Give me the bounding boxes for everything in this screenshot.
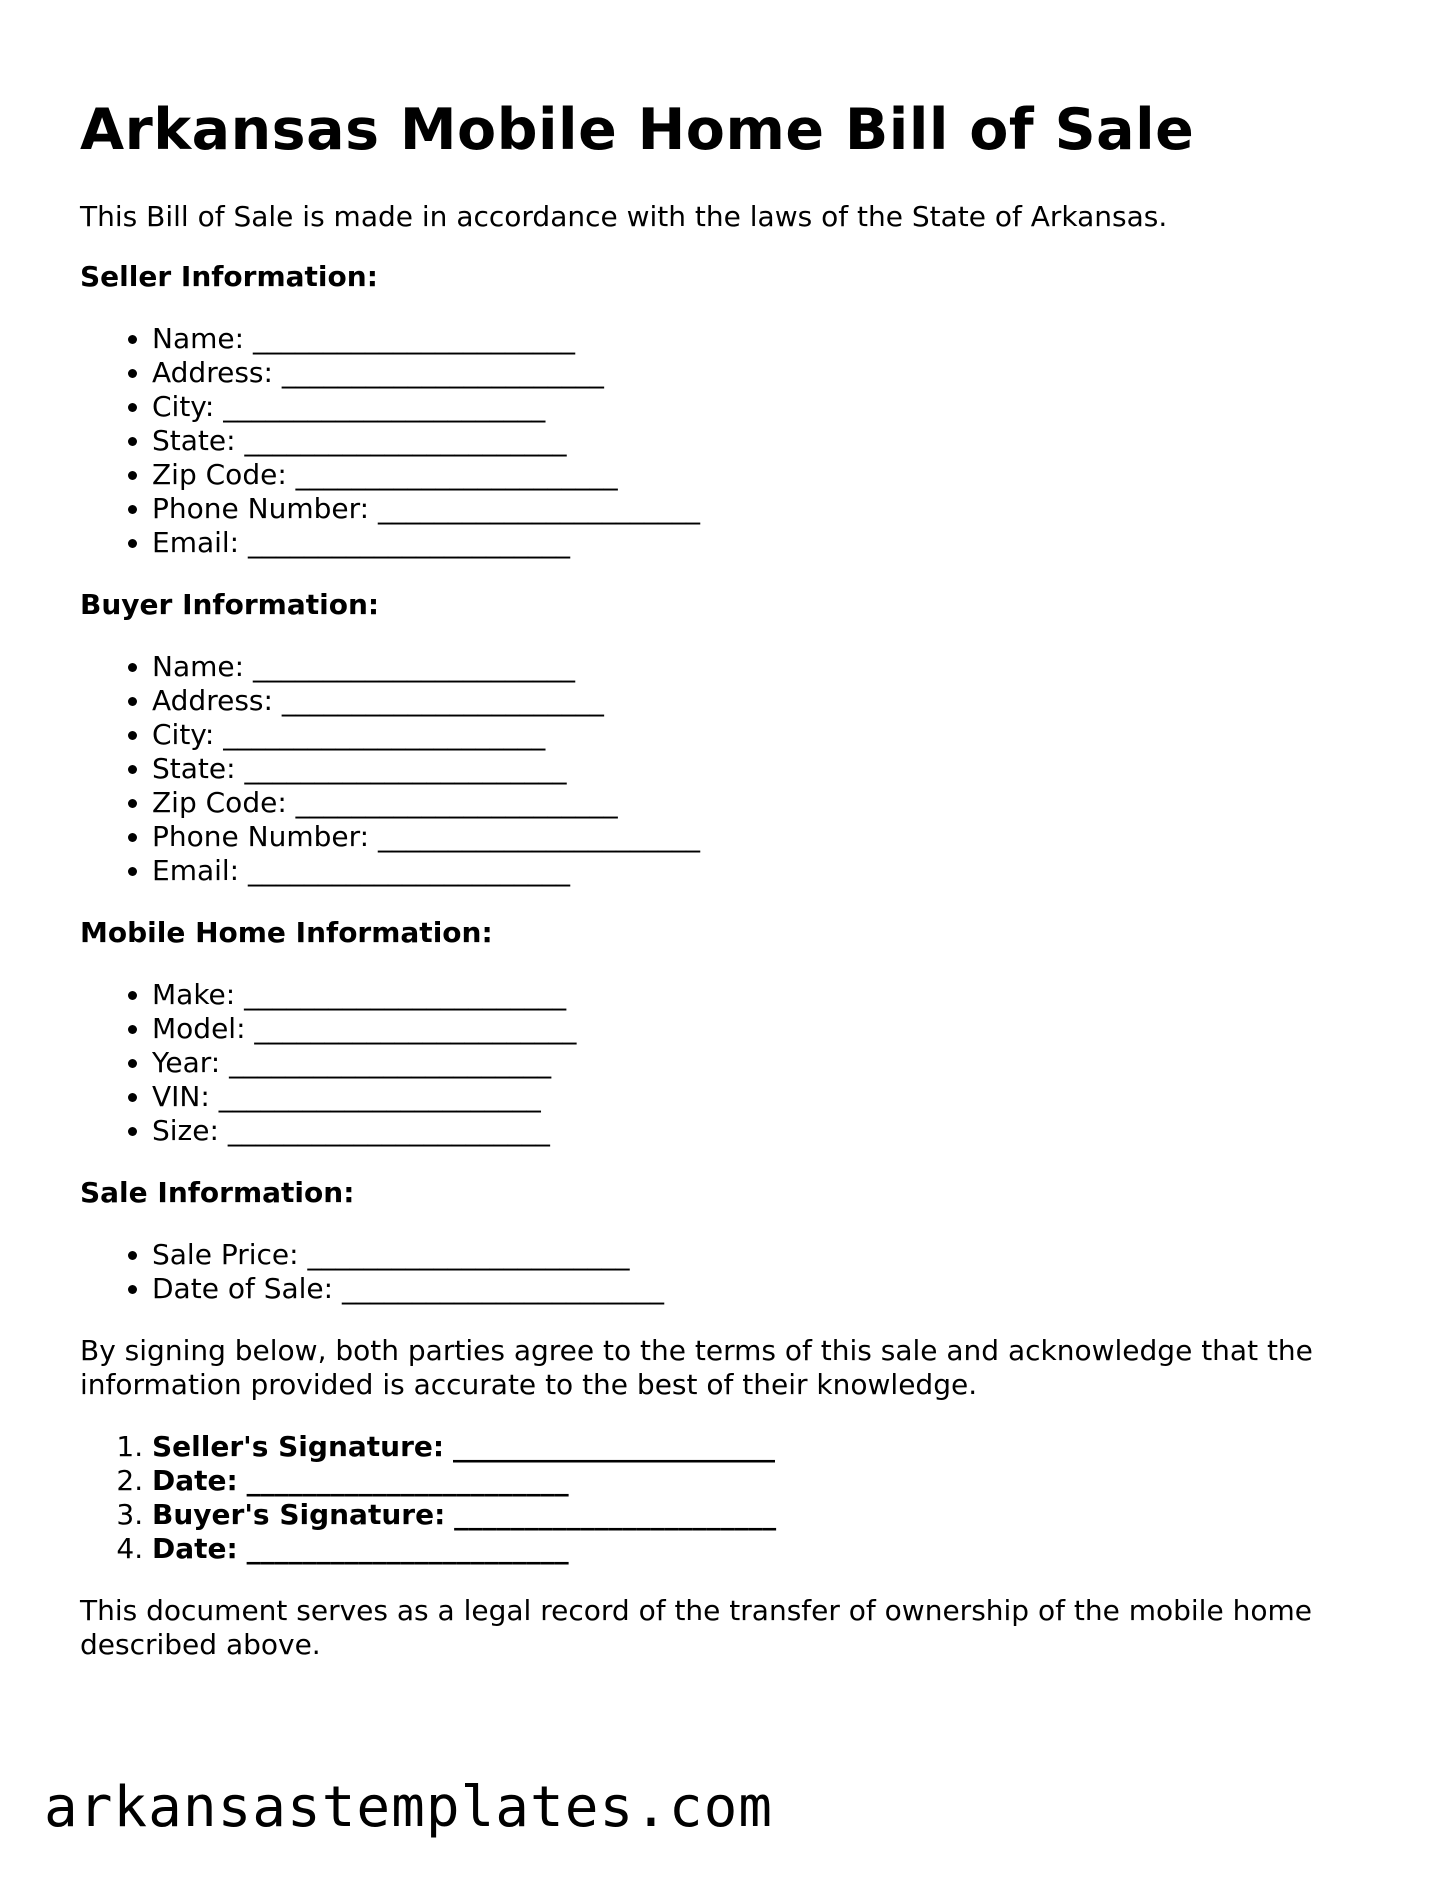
website-watermark: arkansastemplates.com [44,1775,774,1840]
intro-text: This Bill of Sale is made in accordance with the laws of the State of Arkansas. [80,200,1168,234]
field-label: Zip Code: [152,458,287,492]
field-label: Email: [152,526,240,560]
field-label: VIN: [152,1080,210,1114]
list-item [152,390,1380,424]
fill-blank[interactable]: _______________________ [254,1012,577,1046]
signature-blank[interactable]: _______________________ [454,1498,777,1532]
fill-blank[interactable]: _______________________ [248,854,571,888]
field-label: Date of Sale: [152,1272,334,1306]
list-item [152,978,1380,1012]
list-item [152,786,1380,820]
field-label: City: [152,718,215,752]
closing-text: This document serves as a legal record of the transfer of ownership of the mobile home described above. [80,1594,1312,1662]
field-label: Email: [152,854,240,888]
fill-blank[interactable]: _______________________ [377,492,700,526]
page-title: Arkansas Mobile Home Bill of Sale [80,97,1195,163]
list-item [152,424,1380,458]
field-label: Size: [152,1114,219,1148]
signature-item [152,1532,1380,1566]
field-label: State: [152,752,236,786]
fill-blank[interactable]: _______________________ [229,1046,552,1080]
document-page [80,96,1380,1662]
field-label: State: [152,424,236,458]
field-label: Zip Code: [152,786,287,820]
fill-blank[interactable]: _______________________ [295,786,618,820]
list-item [152,684,1380,718]
list-item [152,1080,1380,1114]
list-item [152,1114,1380,1148]
fill-blank[interactable]: _______________________ [307,1238,630,1272]
signature-list [80,1430,1380,1566]
list-item [152,752,1380,786]
field-label: Model: [152,1012,246,1046]
signature-label: Seller's Signature: [152,1430,445,1464]
signature-blank[interactable]: _______________________ [453,1430,775,1464]
signature-item [152,1464,1380,1498]
fill-blank[interactable]: _______________________ [244,978,567,1012]
list-item [152,322,1380,356]
field-label: Name: [152,650,245,684]
seller-field-list [80,322,1380,560]
fill-blank[interactable]: _______________________ [295,458,618,492]
fill-blank[interactable]: _______________________ [223,718,546,752]
list-item [152,854,1380,888]
seller-heading: Seller Information: [80,260,378,294]
sale-field-list [80,1238,1380,1306]
field-label: Sale Price: [152,1238,299,1272]
list-item [152,820,1380,854]
acknowledgement-text: By signing below, both parties agree to the terms of this sale and acknowledge that the information provided is accurate to the best of their knowledge. [80,1334,1313,1402]
fill-blank[interactable]: _______________________ [377,820,700,854]
fill-blank[interactable]: _______________________ [248,526,571,560]
signature-item [152,1498,1380,1532]
field-label: Phone Number: [152,492,370,526]
field-label: City: [152,390,215,424]
signature-blank[interactable]: _______________________ [246,1532,569,1566]
list-item [152,356,1380,390]
field-label: Address: [152,356,273,390]
signature-item [152,1430,1380,1464]
signature-label: Date: [152,1464,238,1498]
field-label: Phone Number: [152,820,370,854]
fill-blank[interactable]: _______________________ [342,1272,664,1306]
field-label: Address: [152,684,273,718]
mobile-home-heading: Mobile Home Information: [80,916,493,950]
buyer-heading: Buyer Information: [80,588,380,622]
fill-blank[interactable]: _______________________ [244,752,567,786]
buyer-field-list [80,650,1380,888]
signature-label: Date: [152,1532,238,1566]
list-item [152,458,1380,492]
signature-label: Buyer's Signature: [152,1498,446,1532]
list-item [152,1046,1380,1080]
fill-blank[interactable]: _______________________ [223,390,546,424]
fill-blank[interactable]: _______________________ [244,424,567,458]
list-item [152,1238,1380,1272]
list-item [152,650,1380,684]
fill-blank[interactable]: _______________________ [281,356,604,390]
field-label: Make: [152,978,236,1012]
list-item [152,1272,1380,1306]
list-item [152,526,1380,560]
field-label: Name: [152,322,245,356]
signature-blank[interactable]: _______________________ [246,1464,569,1498]
list-item [152,1012,1380,1046]
fill-blank[interactable]: _______________________ [281,684,604,718]
list-item [152,718,1380,752]
list-item [152,492,1380,526]
field-label: Year: [152,1046,221,1080]
fill-blank[interactable]: _______________________ [227,1114,550,1148]
fill-blank[interactable]: _______________________ [252,322,575,356]
fill-blank[interactable]: _______________________ [218,1080,541,1114]
sale-heading: Sale Information: [80,1176,355,1210]
mobile-home-field-list [80,978,1380,1148]
fill-blank[interactable]: _______________________ [252,650,575,684]
